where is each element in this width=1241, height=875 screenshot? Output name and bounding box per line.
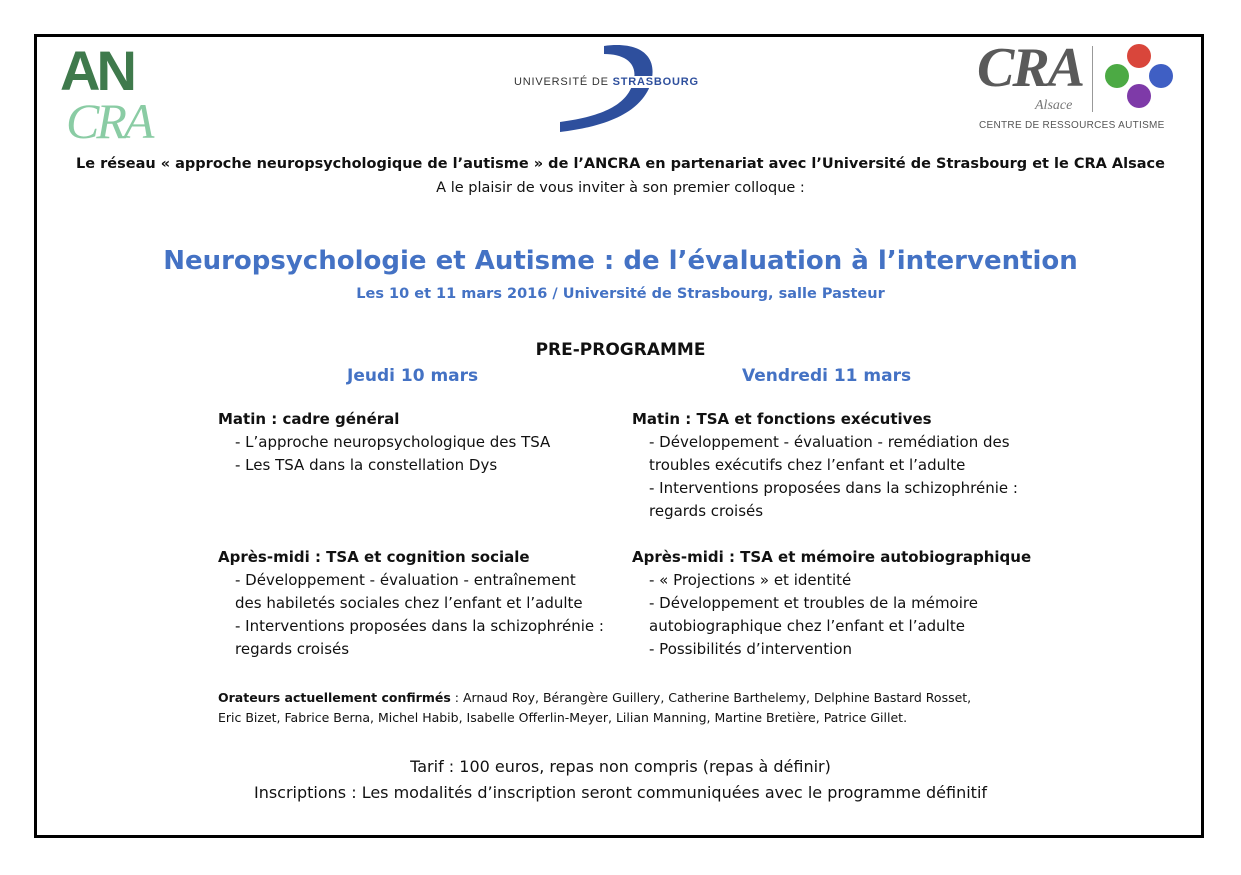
list-item: - Possibilités d’intervention xyxy=(649,640,852,658)
day-2-morning xyxy=(632,408,1018,523)
list-item: - L’approche neuropsychologique des TSA xyxy=(235,433,551,451)
speakers-label: Orateurs actuellement confirmés xyxy=(218,690,451,705)
speakers xyxy=(218,688,971,728)
speakers-names-2: Eric Bizet, Fabrice Berna, Michel Habib, Isabelle Offerlin-Meyer, Lilian Manning, Martine Bretière, Patrice Gillet. xyxy=(218,710,908,725)
day-1-morning xyxy=(218,408,550,477)
list-item: regards croisés xyxy=(649,502,764,520)
page-title: Neuropsychologie et Autisme : de l’évaluation à l’intervention xyxy=(163,246,1078,276)
list-item: - Développement et troubles de la mémoire xyxy=(649,594,978,612)
day-2-afternoon-heading: Après-midi : TSA et mémoire autobiographique xyxy=(632,548,1032,566)
day-1-afternoon-heading: Après-midi : TSA et cognition sociale xyxy=(218,548,530,566)
intro-line-2: A le plaisir de vous inviter à son premier colloque : xyxy=(436,180,805,196)
list-item: troubles exécutifs chez l’enfant et l’adulte xyxy=(649,456,966,474)
cra-logo xyxy=(975,37,1185,140)
list-item: des habiletés sociales chez l’enfant et l’adulte xyxy=(235,594,583,612)
cra-logo-sub: Alsace xyxy=(1035,98,1073,113)
day-2-morning-heading: Matin : TSA et fonctions exécutives xyxy=(632,410,932,428)
list-item: - Les TSA dans la constellation Dys xyxy=(235,456,498,474)
cra-dots-icon xyxy=(1099,42,1179,114)
list-item: - Interventions proposées dans la schizophrénie : xyxy=(649,479,1018,497)
unistra-name: STRASBOURG xyxy=(612,76,699,88)
ancra-logo-cra: CRA xyxy=(66,93,152,149)
list-item: - Interventions proposées dans la schizophrénie : xyxy=(235,617,604,635)
list-item: - Développement - évaluation - remédiation des xyxy=(649,433,1010,451)
cra-dot-purple xyxy=(1127,84,1151,108)
ancra-logo-an: AN xyxy=(60,39,133,102)
day-2-heading: Vendredi 11 mars xyxy=(742,366,912,386)
list-item: - Développement - évaluation - entraînement xyxy=(235,571,576,589)
cra-dot-blue xyxy=(1149,64,1173,88)
speakers-names-1: : Arnaud Roy, Bérangère Guillery, Catherine Barthelemy, Delphine Bastard Rosset, xyxy=(450,690,972,705)
list-item: - « Projections » et identité xyxy=(649,571,852,589)
unistra-logo-text xyxy=(514,76,701,88)
intro-line-1: Le réseau « approche neuropsychologique de l’autisme » de l’ANCRA en partenariat avec l’Université de Strasbourg et le CRA Alsace xyxy=(76,156,1165,172)
cra-logo-name: CRA xyxy=(977,37,1084,99)
ancra-logo xyxy=(60,39,175,149)
day-1-heading: Jeudi 10 mars xyxy=(347,366,479,386)
day-1-morning-heading: Matin : cadre général xyxy=(218,410,400,428)
day-2-afternoon xyxy=(632,546,1031,661)
cra-logo-divider xyxy=(1092,46,1093,112)
unistra-prefix: UNIVERSITÉ DE xyxy=(514,76,613,88)
unistra-logo xyxy=(510,36,710,136)
preprogramme-heading: PRE-PROGRAMME xyxy=(535,340,706,360)
cra-logo-caption: CENTRE DE RESSOURCES AUTISME xyxy=(979,120,1165,131)
tarif-text: Tarif : 100 euros, repas non compris (repas à définir) xyxy=(410,757,831,776)
list-item: autobiographique chez l’enfant et l’adulte xyxy=(649,617,965,635)
cra-dot-green xyxy=(1105,64,1129,88)
page-subtitle: Les 10 et 11 mars 2016 / Université de Strasbourg, salle Pasteur xyxy=(356,286,885,302)
cra-dot-red xyxy=(1127,44,1151,68)
inscriptions-text: Inscriptions : Les modalités d’inscription seront communiquées avec le programme définitif xyxy=(253,783,988,802)
list-item: regards croisés xyxy=(235,640,350,658)
day-1-afternoon xyxy=(218,546,604,661)
speakers-line-1 xyxy=(218,688,971,708)
